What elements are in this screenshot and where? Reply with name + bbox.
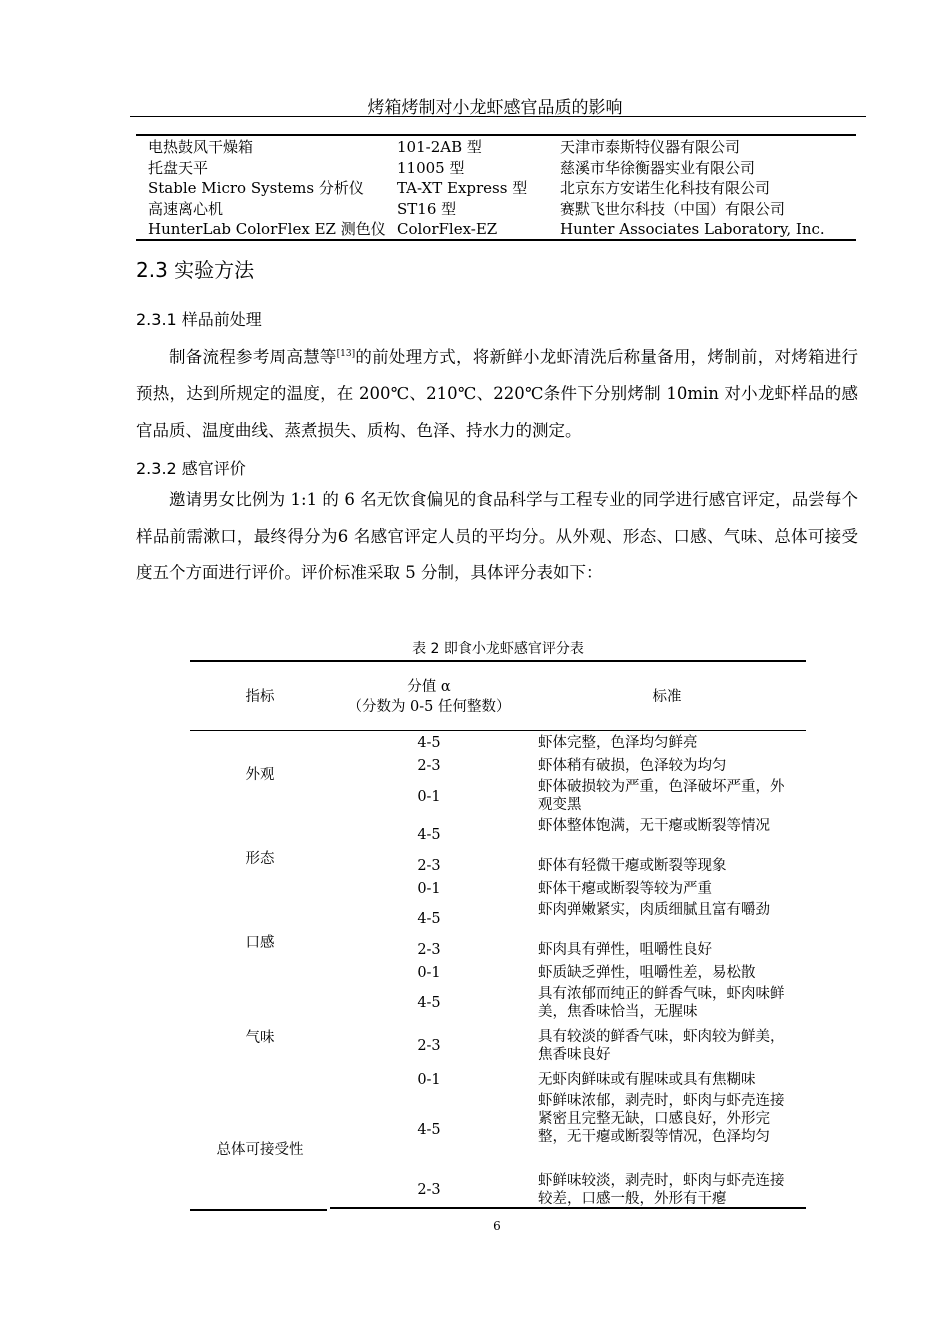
indicator-name: 总体可接受性 — [216, 1142, 304, 1158]
standard-text: 虾肉具有弹性，咀嚼性良好 — [538, 942, 712, 958]
equipment-row — [148, 137, 868, 157]
equipment-row — [148, 178, 868, 198]
score-range: 0-1 — [417, 1072, 441, 1088]
citation-ref: [13] — [336, 349, 356, 359]
indicator-name: 外观 — [245, 767, 275, 783]
paragraph-text: 的前处理方式，将新鲜小龙虾清洗后称量备用，烤制前，对烤箱进行预热，达到所规定的温度，在 200℃、210℃、220℃条件下分别烤制 10min 对小龙虾样品的感官品质、温度曲线、蒸煮损失、质构、色泽、持水力的测定。 — [136, 347, 859, 440]
score-range: 0-1 — [417, 881, 441, 897]
table-bottom-rule-left — [190, 1209, 327, 1211]
standard-text: 虾肉弹嫩紧实，肉质细腻且富有嚼劲 — [538, 902, 770, 918]
header-indicator: 指标 — [245, 689, 275, 705]
standard-text: 具有浓郁而纯正的鲜香气味，虾肉味鲜美，焦香味恰当，无腥味 — [538, 986, 785, 1020]
score-range: 2-3 — [417, 942, 441, 958]
header-score-line2: （分数为 0-5 任何整数） — [347, 699, 511, 715]
equipment-model: ST16 型 — [397, 200, 457, 218]
standard-text: 虾鲜味较淡，剥壳时，虾肉与虾壳连接较差，口感一般，外形有干瘪 — [538, 1173, 785, 1207]
score-range: 2-3 — [417, 1182, 441, 1198]
score-range: 2-3 — [417, 858, 441, 874]
standard-text: 虾质缺乏弹性，咀嚼性差，易松散 — [538, 965, 756, 981]
standard-text: 虾体破损较为严重，色泽破坏严重，外观变黑 — [538, 779, 785, 813]
equipment-table-top-rule — [136, 134, 856, 136]
equipment-name: 高速离心机 — [148, 200, 224, 218]
score-range: 4-5 — [417, 911, 441, 927]
score-range: 4-5 — [417, 1122, 441, 1138]
header-standard: 标准 — [652, 689, 682, 705]
equipment-maker: Hunter Associates Laboratory, Inc. — [560, 220, 825, 238]
score-range: 2-3 — [417, 1038, 441, 1054]
score-range: 0-1 — [417, 789, 441, 805]
running-header-title: 烤箱烤制对小龙虾感官品质的影响 — [367, 98, 623, 118]
standard-text: 具有较淡的鲜香气味，虾肉较为鲜美，焦香味良好 — [538, 1029, 785, 1063]
indicator-name: 口感 — [245, 935, 275, 951]
equipment-name: 托盘天平 — [148, 159, 209, 177]
section-heading-2-3: 2.3 实验方法 — [136, 258, 255, 282]
score-range: 0-1 — [417, 965, 441, 981]
equipment-maker: 慈溪市华徐衡器实业有限公司 — [560, 159, 756, 177]
equipment-row — [148, 219, 868, 239]
indicator-name: 形态 — [245, 851, 275, 867]
paragraph-pretreatment — [136, 336, 858, 449]
equipment-maker: 北京东方安诺生化科技有限公司 — [560, 179, 771, 197]
score-range: 4-5 — [417, 827, 441, 843]
indicator-name: 气味 — [245, 1030, 275, 1046]
equipment-model: ColorFlex-EZ — [397, 220, 498, 238]
equipment-row — [148, 158, 868, 178]
paragraph-sensory-evaluation: 邀请男女比例为 1:1 的 6 名无饮食偏见的食品科学与工程专业的同学进行感官评定，品尝每个样品前需漱口，最终得分为6 名感官评定人员的平均分。从外观、形态、口感、气味、总体可接受度五个方面进行评价。评价标准采取 5 分制，具体评分表如下： — [136, 490, 858, 582]
table-caption: 表 2 即食小龙虾感官评分表 — [412, 641, 584, 657]
equipment-maker: 天津市泰斯特仪器有限公司 — [560, 138, 741, 156]
equipment-row — [148, 199, 868, 219]
equipment-name: HunterLab ColorFlex EZ 测色仪 — [148, 220, 386, 238]
equipment-name: Stable Micro Systems 分析仪 — [148, 179, 364, 197]
equipment-name: 电热鼓风干燥箱 — [148, 138, 254, 156]
standard-text: 虾体稍有破损，色泽较为均匀 — [538, 758, 727, 774]
table-top-rule — [190, 660, 806, 662]
section-heading-2-3-2: 2.3.2 感官评价 — [136, 459, 246, 478]
equipment-model: 101-2AB 型 — [397, 138, 482, 156]
score-range: 2-3 — [417, 758, 441, 774]
standard-text: 虾体有轻微干瘪或断裂等现象 — [538, 858, 727, 874]
header-score-line1: 分值 α — [407, 679, 451, 695]
header-rule — [130, 116, 866, 117]
standard-text: 虾体干瘪或断裂等较为严重 — [538, 881, 712, 897]
standard-text: 无虾肉鲜味或有腥味或具有焦糊味 — [538, 1072, 756, 1088]
table-bottom-rule-right — [330, 1207, 806, 1209]
score-range: 4-5 — [417, 735, 441, 751]
score-range: 4-5 — [417, 995, 441, 1011]
equipment-table-bottom-rule — [136, 239, 856, 241]
equipment-model: 11005 型 — [397, 159, 465, 177]
equipment-model: TA-XT Express 型 — [397, 179, 528, 197]
table-header-rule — [190, 730, 806, 731]
paragraph-text: 制备流程参考周高慧等 — [169, 347, 337, 367]
standard-text: 虾体完整，色泽均匀鲜亮 — [538, 735, 698, 751]
standard-text: 虾鲜味浓郁，剥壳时，虾肉与虾壳连接紧密且完整无缺，口感良好，外形完整，无干瘪或断裂等情况，色泽均匀 — [538, 1093, 785, 1145]
standard-text: 虾体整体饱满，无干瘪或断裂等情况 — [538, 818, 770, 834]
section-heading-2-3-1: 2.3.1 样品前处理 — [136, 310, 262, 329]
page-number: 6 — [493, 1219, 501, 1233]
equipment-maker: 赛默飞世尔科技（中国）有限公司 — [560, 200, 786, 218]
